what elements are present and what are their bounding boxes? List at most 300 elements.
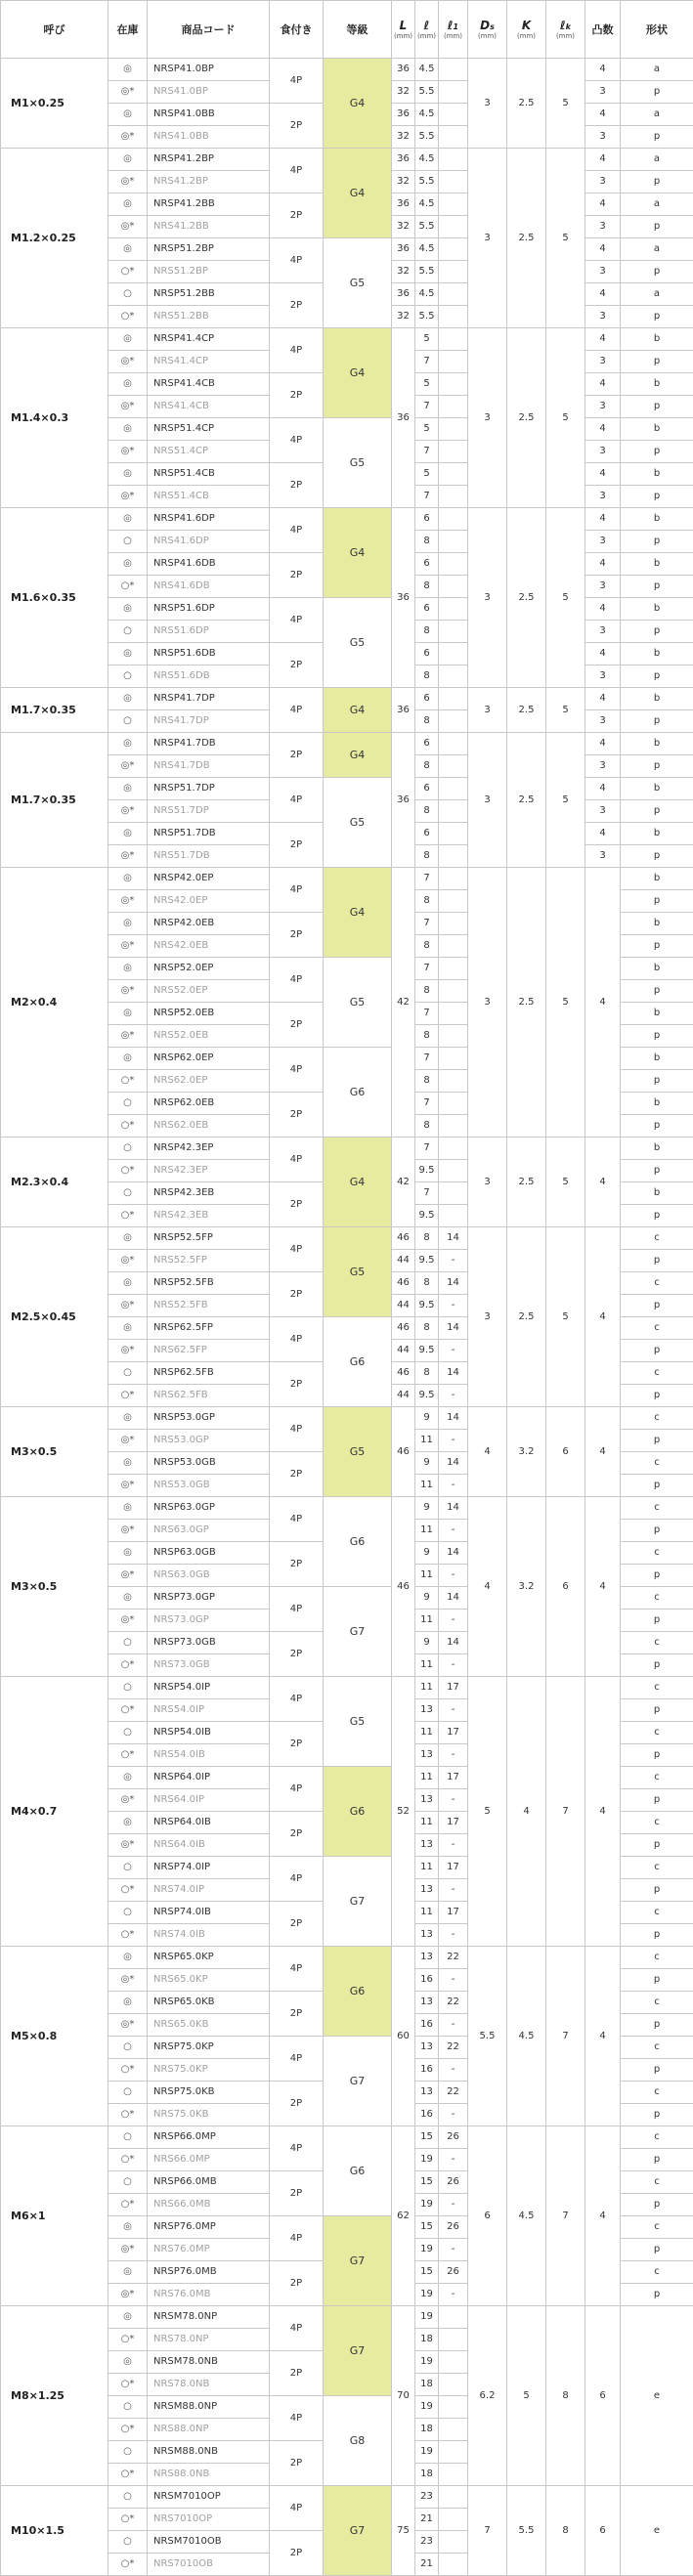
product-code: NRS66.0MP — [148, 2149, 270, 2171]
neck-length — [439, 755, 468, 778]
length-L: 46 — [392, 1227, 415, 1250]
cut-type: 2P — [270, 2082, 324, 2126]
table-row — [1, 1138, 693, 1160]
product-code: NRS66.0MB — [148, 2194, 270, 2216]
neck-length: 14 — [439, 1587, 468, 1610]
neck-length — [439, 1003, 468, 1025]
shape-code: p — [621, 2239, 693, 2261]
shape-code: c — [621, 2037, 693, 2059]
shape-code: p — [621, 351, 693, 373]
shape-code: b — [621, 508, 693, 531]
shape-code: b — [621, 688, 693, 710]
product-code: NRSP42.0EP — [148, 868, 270, 890]
thread-length: 9 — [415, 1497, 439, 1520]
neck-length: - — [439, 1475, 468, 1497]
stock-mark: ◎ — [108, 1947, 148, 1969]
shape-code: e — [621, 2306, 693, 2486]
flute-count: 4 — [585, 193, 621, 216]
product-code: NRSP65.0KB — [148, 1992, 270, 2014]
neck-length: 14 — [439, 1362, 468, 1385]
neck-length: 14 — [439, 1632, 468, 1654]
stock-mark: ◎ — [108, 1048, 148, 1070]
length-L: 36 — [392, 508, 415, 688]
product-code: NRS88.0NP — [148, 2419, 270, 2441]
stock-mark: ◎* — [108, 1789, 148, 1812]
shank-diameter: 3 — [468, 733, 507, 868]
product-code: NRSP62.0EB — [148, 1093, 270, 1115]
neck-length — [439, 733, 468, 755]
thread-length: 4.5 — [415, 104, 439, 126]
cut-type: 2P — [270, 1542, 324, 1587]
product-code: NRSP41.0BB — [148, 104, 270, 126]
grade-cell: G5 — [324, 598, 392, 688]
length-L: 36 — [392, 104, 415, 126]
product-code: NRSP74.0IB — [148, 1902, 270, 1924]
neck-length: 22 — [439, 2037, 468, 2059]
cut-type: 4P — [270, 2306, 324, 2351]
stock-mark: ◎* — [108, 890, 148, 913]
neck-length — [439, 2419, 468, 2441]
neck-length: 26 — [439, 2171, 468, 2194]
length-L: 44 — [392, 1340, 415, 1362]
product-code: NRSP41.6DP — [148, 508, 270, 531]
flute-count: 4 — [585, 1947, 621, 2126]
flute-count: 3 — [585, 171, 621, 193]
flute-count: 4 — [585, 553, 621, 576]
grade-cell: G7 — [324, 2216, 392, 2306]
thread-size: M5×0.8 — [1, 1947, 108, 2126]
header-L — [392, 1, 415, 59]
thread-size: M2×0.4 — [1, 868, 108, 1138]
product-code: NRSP62.0EP — [148, 1048, 270, 1070]
shape-code: c — [621, 2126, 693, 2149]
thread-length: 8 — [415, 710, 439, 733]
flute-count: 3 — [585, 396, 621, 418]
thread-length: 5.5 — [415, 306, 439, 328]
shape-code: p — [621, 261, 693, 283]
cut-type: 4P — [270, 418, 324, 463]
product-code: NRS51.7DB — [148, 845, 270, 868]
grade-cell: G4 — [324, 868, 392, 958]
stock-mark: ◎ — [108, 1587, 148, 1610]
stock-mark: ◎ — [108, 2261, 148, 2284]
length-L: 70 — [392, 2306, 415, 2486]
shape-code: c — [621, 2171, 693, 2194]
length-L: 36 — [392, 193, 415, 216]
neck-length: 14 — [439, 1452, 468, 1475]
thread-length: 11 — [415, 1610, 439, 1632]
product-code: NRS41.6DB — [148, 576, 270, 598]
product-code: NRS65.0KP — [148, 1969, 270, 1992]
neck-length: - — [439, 1879, 468, 1902]
cut-type: 2P — [270, 1992, 324, 2037]
cut-type: 4P — [270, 1947, 324, 1992]
product-code: NRSP51.2BP — [148, 238, 270, 261]
thread-length: 8 — [415, 890, 439, 913]
shape-code: a — [621, 193, 693, 216]
shape-code: e — [621, 2486, 693, 2576]
shape-code: p — [621, 710, 693, 733]
product-code: NRS54.0IP — [148, 1699, 270, 1722]
flute-count: 4 — [585, 1497, 621, 1677]
table-row — [1, 1407, 693, 1430]
thread-length: 7 — [415, 1048, 439, 1070]
thread-length: 9 — [415, 1542, 439, 1565]
product-code: NRS62.0EB — [148, 1115, 270, 1138]
shape-code: c — [621, 1497, 693, 1520]
shank-diameter: 3 — [468, 1227, 507, 1407]
neck-length — [439, 643, 468, 665]
shape-code: p — [621, 935, 693, 958]
flute-count: 3 — [585, 216, 621, 238]
product-code: NRS52.5FP — [148, 1250, 270, 1272]
cut-type: 4P — [270, 1767, 324, 1812]
flute-count: 4 — [585, 643, 621, 665]
product-code: NRS52.5FB — [148, 1295, 270, 1317]
thread-length: 6 — [415, 778, 439, 800]
length-L: 36 — [392, 59, 415, 81]
product-code: NRSP74.0IP — [148, 1857, 270, 1879]
table-row — [1, 1677, 693, 1699]
cut-type: 2P — [270, 463, 324, 508]
square-size: 4.5 — [507, 2126, 546, 2306]
stock-mark: ◎ — [108, 328, 148, 351]
product-code: NRSP75.0KB — [148, 2082, 270, 2104]
neck-length — [439, 373, 468, 396]
table-body — [1, 59, 693, 2576]
product-code: NRSM78.0NB — [148, 2351, 270, 2374]
neck-length: - — [439, 1520, 468, 1542]
product-code: NRS76.0MB — [148, 2284, 270, 2306]
thread-length: 11 — [415, 1520, 439, 1542]
thread-length: 8 — [415, 755, 439, 778]
stock-mark: ○ — [108, 1362, 148, 1385]
thread-length: 5.5 — [415, 81, 439, 104]
square-size: 2.5 — [507, 59, 546, 149]
flute-count: 6 — [585, 2306, 621, 2486]
neck-length — [439, 665, 468, 688]
shape-code: p — [621, 621, 693, 643]
header-l2-symbol — [439, 20, 467, 31]
shape-code: p — [621, 1565, 693, 1587]
product-code: NRSP54.0IP — [148, 1677, 270, 1699]
thread-length: 4.5 — [415, 283, 439, 306]
neck-length — [439, 553, 468, 576]
shape-code: p — [621, 980, 693, 1003]
product-code: NRSP63.0GP — [148, 1497, 270, 1520]
shape-code: p — [621, 1250, 693, 1272]
shape-code: p — [621, 1610, 693, 1632]
stock-mark: ◎* — [108, 171, 148, 193]
length-L: 44 — [392, 1250, 415, 1272]
flute-count: 3 — [585, 755, 621, 778]
cut-type: 2P — [270, 1182, 324, 1227]
stock-mark: ◎ — [108, 238, 148, 261]
stock-mark: ◎* — [108, 2239, 148, 2261]
flute-count: 3 — [585, 531, 621, 553]
header-L-unit: (mm) — [392, 33, 414, 40]
table-row — [1, 2486, 693, 2509]
cut-type: 2P — [270, 2441, 324, 2486]
stock-mark: ○* — [108, 2419, 148, 2441]
neck-length — [439, 1025, 468, 1048]
table-row — [1, 688, 693, 710]
thread-length: 8 — [415, 576, 439, 598]
header-flutes: 凸数 — [585, 1, 621, 59]
cut-type: 2P — [270, 1902, 324, 1947]
product-code: NRSM7010OB — [148, 2531, 270, 2554]
thread-length: 7 — [415, 1093, 439, 1115]
flute-count: 3 — [585, 306, 621, 328]
stock-mark: ◎ — [108, 1317, 148, 1340]
shape-code: p — [621, 486, 693, 508]
stock-mark: ○* — [108, 2149, 148, 2171]
square-size: 3.2 — [507, 1497, 546, 1677]
product-code: NRSP51.6DP — [148, 598, 270, 621]
product-code: NRS41.4CB — [148, 396, 270, 418]
thread-length: 13 — [415, 1947, 439, 1969]
length-L: 46 — [392, 1317, 415, 1340]
flute-count: 4 — [585, 1407, 621, 1497]
shape-code: b — [621, 823, 693, 845]
table-row — [1, 2126, 693, 2149]
flute-count: 4 — [585, 733, 621, 755]
shape-code: c — [621, 1677, 693, 1699]
shape-code: a — [621, 104, 693, 126]
flute-count: 4 — [585, 1227, 621, 1407]
shape-code: c — [621, 1587, 693, 1610]
neck-length: - — [439, 1250, 468, 1272]
header-lk — [546, 1, 585, 59]
stock-mark: ○* — [108, 261, 148, 283]
flute-count: 4 — [585, 823, 621, 845]
flute-count: 4 — [585, 508, 621, 531]
neck-length: - — [439, 1789, 468, 1812]
thread-length: 23 — [415, 2531, 439, 2554]
grade-cell: G5 — [324, 1407, 392, 1497]
shape-code: b — [621, 418, 693, 441]
shape-code: p — [621, 1205, 693, 1227]
shape-code: b — [621, 1182, 693, 1205]
thread-length: 5.5 — [415, 126, 439, 149]
header-l2-sub: 1 — [454, 22, 459, 31]
stock-mark: ◎ — [108, 193, 148, 216]
thread-length: 4.5 — [415, 238, 439, 261]
shank-diameter: 3 — [468, 688, 507, 733]
grade-cell: G5 — [324, 778, 392, 868]
square-length: 5 — [546, 149, 585, 328]
square-size: 5.5 — [507, 2486, 546, 2576]
square-size: 4.5 — [507, 1947, 546, 2126]
stock-mark: ○ — [108, 2126, 148, 2149]
thread-length: 9.5 — [415, 1385, 439, 1407]
product-code: NRS52.0EP — [148, 980, 270, 1003]
shape-code: a — [621, 283, 693, 306]
cut-type: 2P — [270, 2531, 324, 2576]
thread-length: 6 — [415, 598, 439, 621]
neck-length — [439, 621, 468, 643]
stock-mark: ◎* — [108, 845, 148, 868]
grade-cell: G5 — [324, 238, 392, 328]
thread-length: 8 — [415, 1317, 439, 1340]
thread-length: 7 — [415, 1182, 439, 1205]
product-code: NRSP52.0EB — [148, 1003, 270, 1025]
cut-type: 4P — [270, 2216, 324, 2261]
shape-code: p — [621, 306, 693, 328]
thread-length: 19 — [415, 2194, 439, 2216]
neck-length — [439, 283, 468, 306]
shape-code: c — [621, 1542, 693, 1565]
product-code: NRS42.3EB — [148, 1205, 270, 1227]
shape-code: p — [621, 1115, 693, 1138]
cut-type: 2P — [270, 193, 324, 238]
neck-length: - — [439, 1340, 468, 1362]
length-L: 32 — [392, 306, 415, 328]
stock-mark: ○* — [108, 306, 148, 328]
product-code: NRS7010OB — [148, 2554, 270, 2576]
thread-length: 8 — [415, 935, 439, 958]
stock-mark: ◎ — [108, 553, 148, 576]
cut-type: 2P — [270, 2261, 324, 2306]
neck-length: - — [439, 1699, 468, 1722]
grade-cell: G4 — [324, 508, 392, 598]
shape-code: b — [621, 328, 693, 351]
cut-type: 4P — [270, 2126, 324, 2171]
thread-length: 18 — [415, 2464, 439, 2486]
product-code: NRSM88.0NB — [148, 2441, 270, 2464]
stock-mark: ○ — [108, 1677, 148, 1699]
shape-code: p — [621, 2149, 693, 2171]
neck-length — [439, 576, 468, 598]
square-size: 2.5 — [507, 508, 546, 688]
shape-code: c — [621, 1272, 693, 1295]
square-size: 5 — [507, 2306, 546, 2486]
thread-length: 5 — [415, 373, 439, 396]
product-code: NRSP53.0GP — [148, 1407, 270, 1430]
thread-length: 11 — [415, 1767, 439, 1789]
thread-length: 19 — [415, 2306, 439, 2329]
neck-length — [439, 980, 468, 1003]
product-code: NRS63.0GB — [148, 1565, 270, 1587]
flute-count: 4 — [585, 418, 621, 441]
product-code: NRSP42.3EP — [148, 1138, 270, 1160]
shape-code: p — [621, 1475, 693, 1497]
table-row — [1, 1227, 693, 1250]
thread-length: 18 — [415, 2329, 439, 2351]
header-l1 — [415, 1, 439, 59]
neck-length — [439, 2464, 468, 2486]
product-code: NRSP64.0IP — [148, 1767, 270, 1789]
grade-cell: G4 — [324, 1138, 392, 1227]
neck-length — [439, 2329, 468, 2351]
shape-code: p — [621, 755, 693, 778]
stock-mark: ○ — [108, 1182, 148, 1205]
shape-code: b — [621, 463, 693, 486]
stock-mark: ◎ — [108, 913, 148, 935]
shape-code: c — [621, 1857, 693, 1879]
shank-diameter: 3 — [468, 328, 507, 508]
shape-code: c — [621, 1722, 693, 1744]
cut-type: 4P — [270, 149, 324, 193]
length-L: 44 — [392, 1385, 415, 1407]
header-K — [507, 1, 546, 59]
product-code: NRSP53.0GB — [148, 1452, 270, 1475]
neck-length — [439, 2441, 468, 2464]
square-length: 5 — [546, 59, 585, 149]
thread-length: 6 — [415, 688, 439, 710]
stock-mark: ◎ — [108, 59, 148, 81]
product-code: NRSP52.0EP — [148, 958, 270, 980]
thread-length: 8 — [415, 1272, 439, 1295]
thread-length: 19 — [415, 2284, 439, 2306]
product-code: NRSP62.5FB — [148, 1362, 270, 1385]
product-code: NRS74.0IP — [148, 1879, 270, 1902]
thread-length: 4.5 — [415, 193, 439, 216]
neck-length: - — [439, 1924, 468, 1947]
product-code: NRS51.4CP — [148, 441, 270, 463]
shape-code: p — [621, 890, 693, 913]
thread-length: 4.5 — [415, 149, 439, 171]
length-L: 32 — [392, 126, 415, 149]
stock-mark: ◎* — [108, 1610, 148, 1632]
neck-length: 22 — [439, 1992, 468, 2014]
thread-length: 7 — [415, 913, 439, 935]
thread-length: 8 — [415, 1362, 439, 1385]
product-code: NRS42.3EP — [148, 1160, 270, 1182]
shape-code: p — [621, 576, 693, 598]
product-code: NRSP52.5FP — [148, 1227, 270, 1250]
flute-count: 4 — [585, 868, 621, 1138]
product-code: NRS64.0IB — [148, 1834, 270, 1857]
shank-diameter: 3 — [468, 508, 507, 688]
neck-length — [439, 59, 468, 81]
square-length: 5 — [546, 1227, 585, 1407]
cut-type: 4P — [270, 1497, 324, 1542]
flute-count: 3 — [585, 710, 621, 733]
square-length: 6 — [546, 1407, 585, 1497]
cut-type: 4P — [270, 59, 324, 104]
cut-type: 2P — [270, 1452, 324, 1497]
header-l2-main: ℓ — [448, 19, 454, 32]
thread-size: M1.7×0.35 — [1, 688, 108, 733]
product-code: NRS42.0EP — [148, 890, 270, 913]
stock-mark: ○* — [108, 2059, 148, 2082]
thread-length: 7 — [415, 351, 439, 373]
shape-code: p — [621, 171, 693, 193]
stock-mark: ○ — [108, 2082, 148, 2104]
neck-length — [439, 126, 468, 149]
thread-length: 11 — [415, 1857, 439, 1879]
length-L: 46 — [392, 1362, 415, 1385]
shape-code: p — [621, 2284, 693, 2306]
flute-count: 3 — [585, 665, 621, 688]
flute-count: 4 — [585, 1138, 621, 1227]
stock-mark: ◎ — [108, 958, 148, 980]
cut-type: 4P — [270, 868, 324, 913]
header-lk-main: ℓ — [560, 19, 566, 32]
shape-code: b — [621, 958, 693, 980]
stock-mark: ◎* — [108, 2284, 148, 2306]
stock-mark: ○* — [108, 2374, 148, 2396]
cut-type: 2P — [270, 733, 324, 778]
product-code: NRSP51.4CP — [148, 418, 270, 441]
thread-size: M2.5×0.45 — [1, 1227, 108, 1407]
shape-code: p — [621, 2104, 693, 2126]
stock-mark: ◎ — [108, 2216, 148, 2239]
thread-length: 7 — [415, 396, 439, 418]
cut-type: 2P — [270, 1272, 324, 1317]
product-code: NRS52.0EB — [148, 1025, 270, 1048]
